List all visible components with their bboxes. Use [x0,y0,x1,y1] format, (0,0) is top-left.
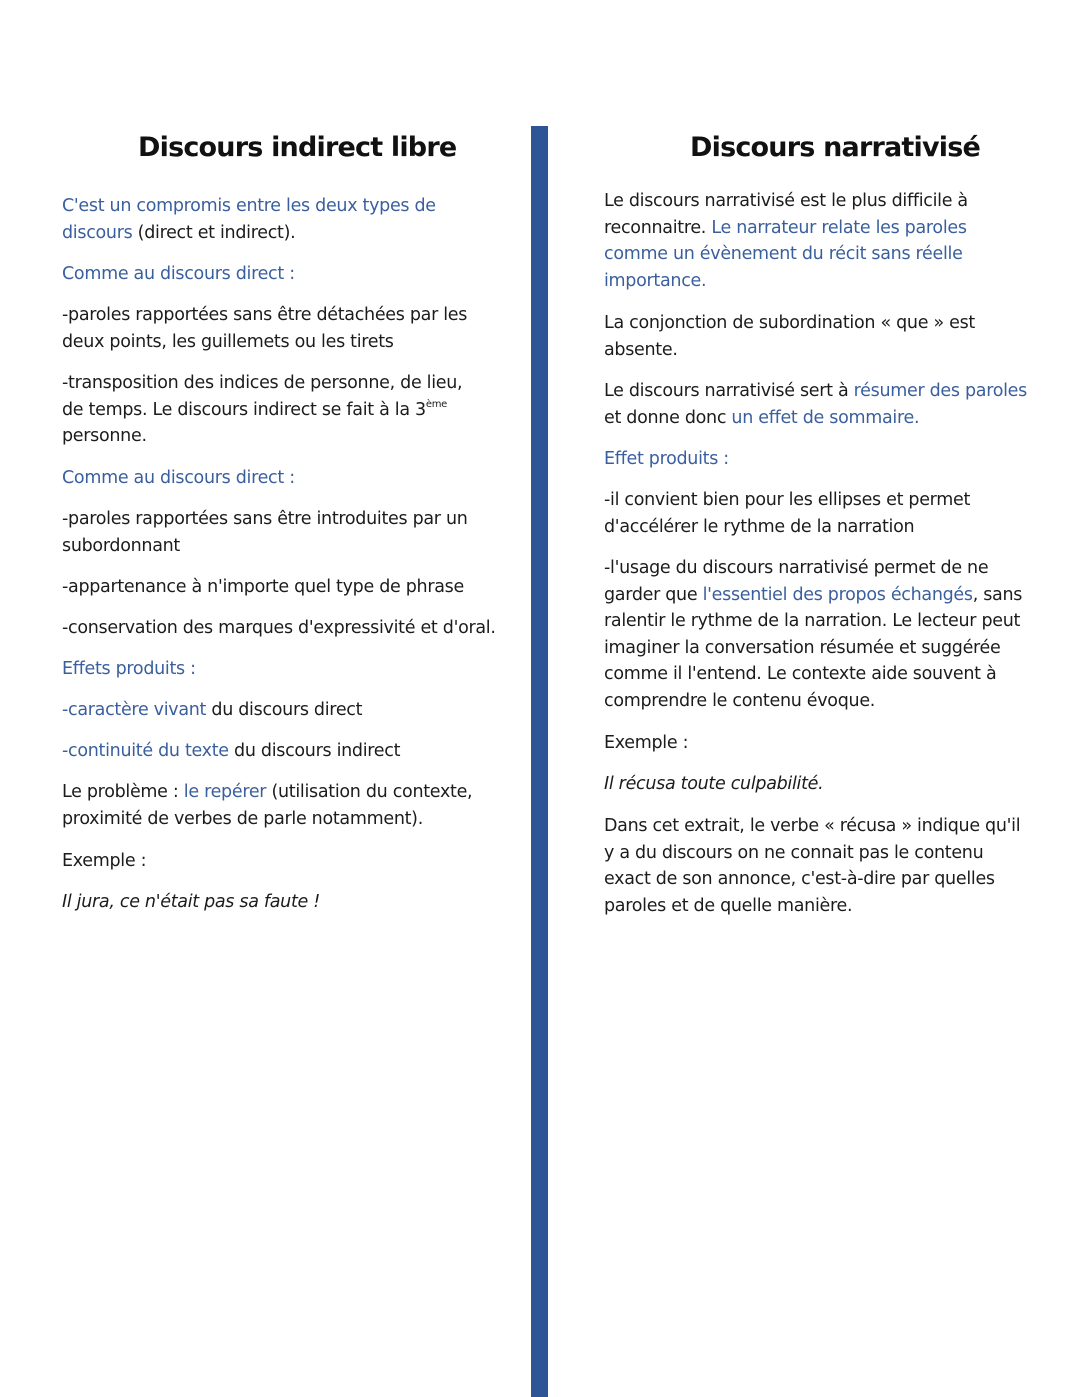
left-heading-3: Effets produits : [62,659,196,679]
right-paragraph-3-highlight-1: résumer des paroles [853,381,1027,401]
left-bullet-2-text: -transposition des indices de personne, de lieu, de temps. Le discours indirect se fait à la 3 [62,373,463,420]
right-bullet-2-b: , sans ralentir le rythme de la narration. Le lecteur peut imaginer la conversation résumée et suggérée comme il l'entend. Le contexte aide souvent à comprendre le contenu évoque. [604,584,1023,711]
left-bullet-4: -appartenance à n'importe quel type de phrase [62,577,464,597]
right-bullet-2-highlight: l'essentiel des propos échangés [702,584,973,605]
left-definition [62,193,462,246]
left-bullet-2-sup: ème [425,398,448,410]
left-heading-1: Comme au discours direct : [62,264,295,284]
right-paragraph-4: Dans cet extrait, le verbe « récusa » indique qu'il y a du discours on ne connait pas le contenu exact de son annonce, c'est-à-dire par quelles paroles et de quelle manière. [604,816,1021,916]
left-effect-2 [62,738,400,765]
right-bullet-2 [604,555,1034,714]
left-effect-2-rest: du discours indirect [228,741,401,761]
right-example-label: Exemple : [604,733,689,753]
left-effect-1-rest: du discours direct [206,700,363,720]
left-bullet-2 [62,370,482,450]
right-paragraph-1-a: Le discours narrativisé est le plus difficile à reconnaitre. [604,191,968,238]
right-paragraph-1 [604,188,1024,294]
left-bullet-1: -paroles rapportées sans être détachées par les deux points, les guillemets ou les tirets [62,305,468,352]
right-example-text: Il récusa toute culpabilité. [604,774,824,794]
left-bullet-2-end: personne. [62,426,147,446]
right-paragraph-3 [604,378,1034,431]
right-paragraph-3-a: Le discours narrativisé sert à [604,381,854,401]
right-paragraph-1-highlight: Le narrateur relate les paroles comme un évènement du récit sans réelle importance. [604,217,967,291]
right-paragraph-2: La conjonction de subordination « que » est absente. [604,313,975,360]
right-bullet-2-a: -l'usage du discours narrativisé permet de ne garder que [604,558,989,605]
right-paragraph-3-b: et donne donc [604,407,732,428]
left-bullet-5: -conservation des marques d'expressivité et d'oral. [62,618,496,638]
left-title: Discours indirect libre [138,132,457,163]
left-problem [62,779,482,832]
column-divider [531,126,548,1397]
right-heading-1: Effet produits : [604,449,729,469]
left-example-text: Il jura, ce n'était pas sa faute ! [62,892,320,912]
right-title: Discours narrativisé [690,132,980,163]
left-example-label: Exemple : [62,851,147,871]
left-effect-1-highlight: -caractère vivant [62,700,207,720]
left-definition-rest: (direct et indirect). [132,222,296,243]
left-problem-a: Le problème : [62,782,184,802]
left-problem-highlight: le repérer [183,782,267,802]
left-bullet-3: -paroles rapportées sans être introduites par un subordonnant [62,509,468,556]
right-bullet-1: -il convient bien pour les ellipses et permet d'accélérer le rythme de la narration [604,490,971,537]
left-effect-2-highlight: -continuité du texte [62,741,229,761]
left-effect-1 [62,697,362,724]
left-definition-highlight: C'est un compromis entre les deux types de discours [62,196,436,243]
right-paragraph-3-highlight-2: un effet de sommaire. [731,407,920,428]
left-heading-2: Comme au discours direct : [62,468,295,488]
left-problem-b: (utilisation du contexte, proximité de verbes de parle notamment). [62,782,473,829]
